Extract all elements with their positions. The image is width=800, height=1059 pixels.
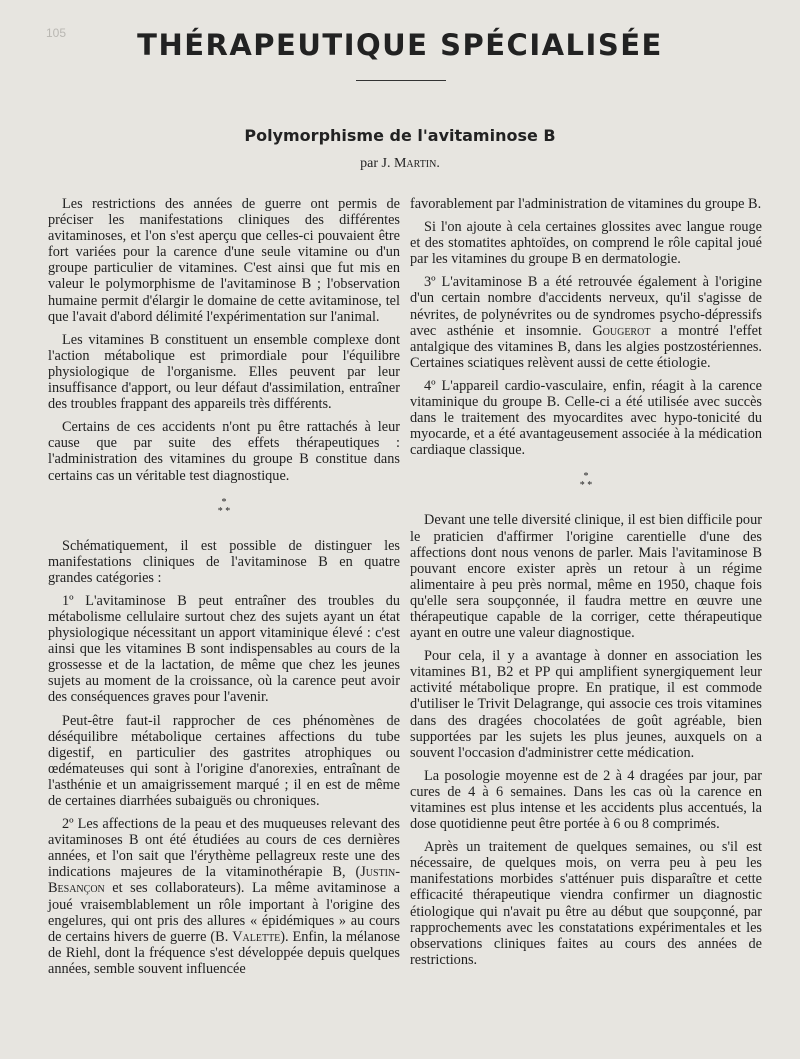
paragraph: Devant une telle diversité clinique, il est bien difficile pour le praticien d'affirmer l'origine carentielle d'une des affections dont nous venons de parler. Mais l'avitaminose B pouvant encore exister après un retour à un régime alimentaire à peu près normal, même en 1950, chaque fois qu'elle sera soupçonnée, il faudra mettre en œuvre une thérapeutique capable de la corriger, cette thérapeutique ayant en outre une valeur diagnostique. <box>410 512 762 642</box>
paragraph: Les restrictions des années de guerre ont permis de préciser les manifestations cliniques des différentes avitaminoses, et l'on s'est aperçu que celles-ci pouvaient être fort variées pour la carence d'une seule vitamine ou d'un groupe particulier de vitamines. C'est ainsi que fut mis en valeur le polymorphisme de l'avitaminose B ; l'observation humaine permit d'élargir le domaine de cette avitaminose, tel que l'avait d'abord délimité l'expérimentation sur l'animal. <box>48 196 400 325</box>
text-run: 3º L'avitaminose B a été retrouvée également à l'origine d'un certain nombre d'accidents nerveux, qu'il s'agisse de névrites, de polynévrites ou de syndromes psycho-dépressifs avec asthénie et insomnie. <box>410 274 762 339</box>
paragraph: Peut-être faut-il rapprocher de ces phénomènes de déséquilibre métabolique certaines affections du tube digestif, en particulier des gastrites atrophiques ou œdémateuses qui sont à l'origine d'anorexies, entraînant de l'asthénie et un amaigrissement marqué ; il en est de même de certaines diarrhées subaiguës ou chroniques. <box>48 712 400 809</box>
paragraph: Après un traitement de quelques semaines, ou s'il est nécessaire, de quelques mois, on verra peu à peu les manifestations morbides s'atténuer puis disparaître et cette efficacité thérapeutique viendra confirmer un diagnostic étiologique qui n'avait pu être au début que soupçonné, par rapprochements avec les constatations expérimentales et les observations cliniques faites au cours des années de restrictions. <box>410 839 762 968</box>
byline <box>0 156 800 172</box>
paragraph <box>410 274 762 371</box>
paragraph: La posologie moyenne est de 2 à 4 dragées par jour, par cures de 4 à 6 semaines. Dans les cas où la carence en vitamines est plus intense et les accidents plus accentués, la dose quotidienne peut être portée à 6 ou 8 comprimés. <box>410 767 762 833</box>
text-run: et ses collaborateurs). La même avitaminose a joué vraisemblablement un rôle important à l'origine des engelures, qui ont pris des allures « épidémiques » au cours de certains hivers de guerre (B. <box>48 880 400 945</box>
paragraph: Les vitamines B constituent un ensemble complexe dont l'action métabolique est primordiale pour l'équilibre physiologique de l'organisme. Elles peuvent par leur insuffisance d'apport, ou leur défaut d'assimilation, entraîner des troubles frappant des appareils très différents. <box>48 331 400 413</box>
section-title: THÉRAPEUTIQUE SPÉCIALISÉE <box>137 28 663 62</box>
author-name: Valette <box>232 928 281 945</box>
section-separator: * * * <box>217 496 231 517</box>
text-run: a montré l'effet antalgique des vitamines B, dans les algies postzostériennes. Certaines sciatiques relèvent aussi de cette étiologie. <box>410 322 762 371</box>
author-name: Justin-Besançon <box>48 864 400 897</box>
right-column <box>410 196 762 975</box>
byline-author: Martin. <box>393 156 440 171</box>
author-name: Gougerot <box>592 322 651 339</box>
section-separator: * * * <box>579 471 593 492</box>
paragraph: Si l'on ajoute à cela certaines glossites avec langue rouge et des stomatites aphtoïdes, on comprend le rôle capital joué par les vitamines du groupe B en dermatologie. <box>410 219 762 268</box>
paragraph <box>48 816 400 977</box>
left-column <box>48 196 400 984</box>
article-title: Polymorphisme de l'avitaminose B <box>244 126 556 145</box>
byline-prefix: par J. <box>360 156 391 171</box>
page-number: 105 <box>46 26 67 40</box>
text-run: ). Enfin, la mélanose de Riehl, dont la fréquence s'est développée depuis quelques années, semble souvent influencée <box>48 928 400 977</box>
paragraph: 1º L'avitaminose B peut entraîner des troubles du métabolisme cellulaire surtout chez des sujets ayant un état physiologique nécessitant un apport vitaminique élevé : c'est ainsi que les vitamines B sont indispensables au cours de la grossesse et de la lactation, de même que chez les jeunes sujets au moment de la croissance, où la carence peut avoir des conséquences graves pour l'avenir. <box>48 592 400 706</box>
paragraph: favorablement par l'administration de vitamines du groupe B. <box>410 196 762 212</box>
paragraph: Certains de ces accidents n'ont pu être rattachés à leur cause que par suite des effets thérapeutiques : l'administration des vitamines du groupe B constitue dans certains cas un véritable test diagnostique. <box>48 419 400 484</box>
title-divider <box>356 80 446 81</box>
paragraph: Schématiquement, il est possible de distinguer les manifestations cliniques de l'avitaminose B en quatre grandes catégories : <box>48 537 400 586</box>
text-run: 2º Les affections de la peau et des muqueuses relevant des avitaminoses B ont été étudiées au cours de ces dernières années, et l'on sait que l'érythème pellagreux reste une des indications majeures de la vitaminothérapie B, ( <box>48 816 400 881</box>
paragraph: Pour cela, il y a avantage à donner en association les vitamines B1, B2 et PP qui amplifient synergiquement leur activité métabolique propre. En pratique, il est commode d'utiliser le Trivit Delagrange, qui associe ces trois vitamines dans des dragées chocolatées de goût agréable, bien supportées par les sujets les plus jeunes, auxquels on a souvent l'occasion d'administrer cette médication. <box>410 648 762 761</box>
paragraph: 4º L'appareil cardio-vasculaire, enfin, réagit à la carence vitaminique du groupe B. Celle-ci a été utilisée avec succès dans le traitement des myocardites avec hypo-tonicité du myocarde, et a été avantageusement associée à la médication cardiaque classique. <box>410 377 762 459</box>
